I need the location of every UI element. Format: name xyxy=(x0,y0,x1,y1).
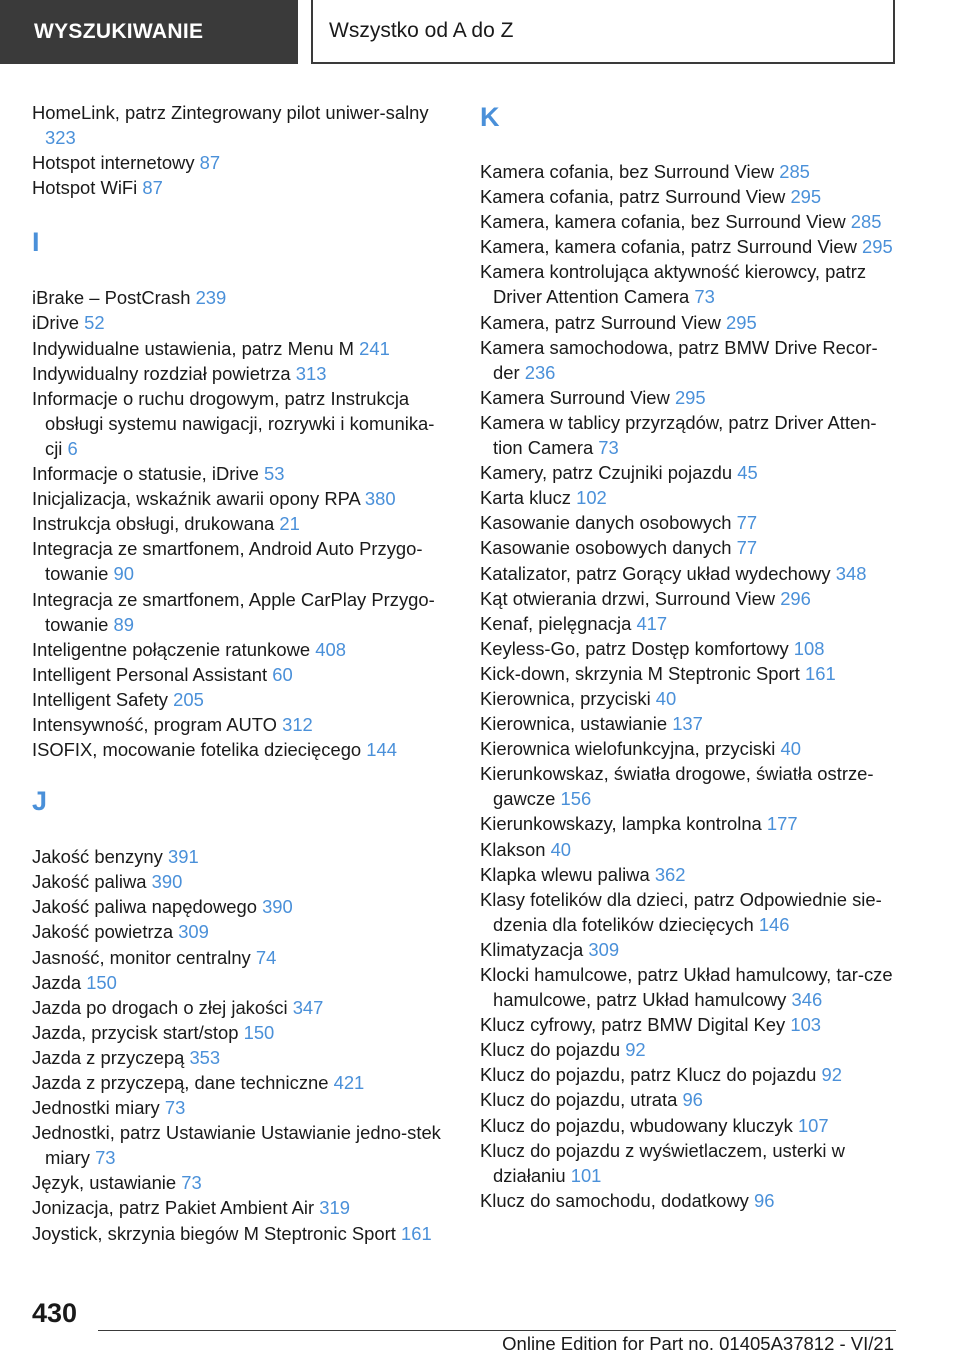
index-entry xyxy=(480,761,900,811)
index-entry xyxy=(480,1062,900,1087)
page-reference-link[interactable]: 295 xyxy=(861,236,893,258)
page-reference-link[interactable]: 353 xyxy=(189,1046,221,1068)
index-entry xyxy=(32,1020,450,1045)
index-entry xyxy=(32,1221,450,1246)
index-entry xyxy=(32,995,450,1020)
index-entry xyxy=(32,1095,450,1120)
index-entry xyxy=(480,1037,900,1062)
page-number: 430 xyxy=(32,1298,78,1328)
page-reference-link[interactable]: 40 xyxy=(550,838,572,860)
page-reference-link[interactable]: 236 xyxy=(524,361,556,383)
index-entry xyxy=(480,561,900,586)
chapter-title: Wszystko od A do Z xyxy=(311,0,895,64)
page-reference-link[interactable]: 40 xyxy=(780,738,801,760)
index-entry xyxy=(480,335,900,385)
index-entry-text: Karta klucz xyxy=(480,487,571,509)
index-entry xyxy=(32,687,450,712)
index-entry xyxy=(32,637,450,662)
page-reference-link[interactable]: 52 xyxy=(84,312,105,334)
index-entry xyxy=(480,385,900,410)
page-reference-link[interactable]: 21 xyxy=(279,513,300,535)
footer-divider xyxy=(98,1330,896,1331)
index-entry xyxy=(480,1012,900,1037)
index-entry-text: ISOFIX, mocowanie fotelika dziecięcego xyxy=(32,739,362,761)
page-reference-link[interactable]: 295 xyxy=(674,386,706,408)
index-entry xyxy=(32,536,450,586)
index-entry-text: Jazda xyxy=(32,971,82,993)
index-entry-text: Informacje o ruchu drogowym, patrz Instrukcja obsługi systemu nawigacji, rozrywki i komunika‐cji xyxy=(32,387,435,459)
index-entry-text: Język, ustawianie xyxy=(32,1172,177,1194)
page-reference-link[interactable]: 312 xyxy=(282,713,313,735)
page-reference-link[interactable]: 319 xyxy=(319,1197,350,1219)
index-entry xyxy=(480,711,900,736)
index-entry xyxy=(480,1138,900,1188)
page-reference-link[interactable]: 53 xyxy=(264,463,285,485)
index-entry xyxy=(480,535,900,560)
index-entry xyxy=(480,962,900,1012)
index-entry-text: Jonizacja, patrz Pakiet Ambient Air xyxy=(32,1197,315,1219)
index-entry-text: Kamera w tablicy przyrządów, patrz Driver Atten‐tion Camera xyxy=(480,411,877,459)
index-entry xyxy=(32,100,450,150)
page-reference-link[interactable]: 156 xyxy=(560,788,592,810)
index-entry-text: Klapka wlewu paliwa xyxy=(480,863,650,885)
index-entry xyxy=(480,686,900,711)
page-reference-link[interactable]: 73 xyxy=(95,1147,116,1169)
index-entry xyxy=(32,844,450,869)
index-letter-heading: J xyxy=(32,786,48,817)
index-entry-text: Klimatyzacja xyxy=(480,938,584,960)
page-reference-link[interactable]: 77 xyxy=(736,512,758,534)
index-entry xyxy=(32,310,450,335)
index-entry-text: Kasowanie danych osobowych xyxy=(480,512,732,534)
index-entry-text: Kasowanie osobowych danych xyxy=(480,537,732,559)
index-entry-text: Jednostki miary xyxy=(32,1097,160,1119)
page-reference-link[interactable]: 313 xyxy=(295,362,327,384)
page-reference-link[interactable]: 40 xyxy=(655,687,677,709)
page-reference-link[interactable]: 146 xyxy=(758,913,790,935)
index-entry xyxy=(32,869,450,894)
page-reference-link[interactable]: 285 xyxy=(779,161,810,182)
index-entry-text: Klucz do pojazdu xyxy=(480,1039,621,1061)
index-letter-heading: K xyxy=(480,102,500,132)
page-reference-link[interactable]: 102 xyxy=(576,487,607,509)
index-entry-text: Kierownica, przyciski xyxy=(480,687,651,709)
index-entry xyxy=(32,1195,450,1220)
index-entry xyxy=(480,837,900,862)
page-reference-link[interactable]: 87 xyxy=(199,152,221,174)
index-entry xyxy=(32,919,450,944)
index-entry-text: Jakość benzyny xyxy=(32,846,163,868)
index-entry xyxy=(480,937,900,962)
index-entry xyxy=(32,587,450,637)
page-reference-link[interactable]: 92 xyxy=(821,1064,842,1086)
index-entry xyxy=(32,970,450,995)
page-reference-link[interactable]: 421 xyxy=(333,1072,365,1093)
index-entry-text: Indywidualne ustawienia, patrz Menu M xyxy=(32,337,355,359)
page-reference-link[interactable]: 108 xyxy=(793,637,825,659)
page-reference-link[interactable]: 417 xyxy=(636,612,668,634)
index-entry xyxy=(480,887,900,937)
index-entry xyxy=(480,460,900,485)
index-entry-text: iBrake – PostCrash xyxy=(32,287,191,309)
index-entry xyxy=(480,510,900,535)
page-reference-link[interactable]: 408 xyxy=(315,638,346,660)
index-entry xyxy=(480,1087,900,1112)
index-entry-text: Kierownica, ustawianie xyxy=(480,713,668,735)
page-reference-link[interactable]: 101 xyxy=(570,1164,602,1186)
page-reference-link[interactable]: 177 xyxy=(766,813,798,835)
index-entry xyxy=(480,1113,900,1138)
index-entry-text: Keyless-Go, patrz Dostęp komfortowy xyxy=(480,637,789,659)
index-entry-text: iDrive xyxy=(32,312,80,334)
index-entry xyxy=(32,1045,450,1070)
page-reference-link[interactable]: 347 xyxy=(292,996,324,1018)
index-entry xyxy=(32,386,450,461)
page-reference-link[interactable]: 390 xyxy=(151,871,183,893)
page-reference-link[interactable]: 150 xyxy=(86,971,117,993)
index-entry-text: Kamera cofania, bez Surround View xyxy=(480,161,775,182)
page-reference-link[interactable]: 380 xyxy=(364,488,396,510)
index-entry xyxy=(32,662,450,687)
index-entry-text: Jasność, monitor centralny xyxy=(32,946,251,968)
index-entry-text: Kierunkowskaz, światła drogowe, światła ostrze‐gawcze xyxy=(480,763,874,810)
page-reference-link[interactable]: 89 xyxy=(113,613,134,635)
index-entry xyxy=(32,712,450,737)
index-entry-text: Joystick, skrzynia biegów M Steptronic Sport xyxy=(32,1222,396,1244)
index-entry xyxy=(480,636,900,661)
page-reference-link[interactable]: 92 xyxy=(625,1039,646,1061)
index-entry xyxy=(32,150,450,175)
index-entry xyxy=(32,361,450,386)
page-reference-link[interactable]: 239 xyxy=(195,287,227,309)
index-entry xyxy=(32,461,450,486)
index-entry-text: Jakość powietrza xyxy=(32,921,174,943)
page-reference-link[interactable]: 391 xyxy=(167,846,199,868)
index-entry-text: Katalizator, patrz Gorący układ wydechowy xyxy=(480,562,831,584)
index-entry-text: Kamera, kamera cofania, patrz Surround View xyxy=(480,236,857,258)
index-entry xyxy=(480,485,900,510)
index-entry xyxy=(480,184,900,209)
index-entry xyxy=(32,285,450,310)
index-entry xyxy=(32,336,450,361)
index-entry-text: Jakość paliwa xyxy=(32,871,147,893)
index-entry-text: Klucz do pojazdu, utrata xyxy=(480,1089,678,1111)
index-entry-text: Jazda z przyczepą, dane techniczne xyxy=(32,1072,329,1093)
index-entry xyxy=(480,259,900,309)
index-entry-text: Klucz do pojazdu z wyświetlaczem, usterki w działaniu xyxy=(480,1139,845,1186)
index-column-left xyxy=(32,100,450,1246)
page-reference-link[interactable]: 285 xyxy=(850,211,882,233)
index-entry-text: Intelligent Safety xyxy=(32,688,168,710)
page-reference-link[interactable]: 45 xyxy=(737,462,758,484)
index-entry xyxy=(32,1170,450,1195)
index-entry-text: Klucz do pojazdu, wbudowany kluczyk xyxy=(480,1114,793,1136)
page-reference-link[interactable]: 323 xyxy=(45,127,76,149)
page-reference-link[interactable]: 144 xyxy=(366,739,397,761)
index-entry-text: Klucz do samochodu, dodatkowy xyxy=(480,1189,749,1211)
index-entry-text: Kierunkowskazy, lampka kontrolna xyxy=(480,813,762,835)
index-entry xyxy=(480,862,900,887)
index-entry-text: Inteligentne połączenie ratunkowe xyxy=(32,638,311,660)
index-entry-text: Kamera kontrolująca aktywność kierowcy, patrz Driver Attention Camera xyxy=(480,261,867,308)
index-entry xyxy=(480,1188,900,1213)
index-column-right xyxy=(480,100,900,1213)
index-entry-text: Klakson xyxy=(480,838,546,860)
index-entry-text: Intelligent Personal Assistant xyxy=(32,663,268,685)
index-entry xyxy=(480,611,900,636)
index-entry xyxy=(32,1070,450,1095)
page-reference-link[interactable]: 205 xyxy=(173,688,204,710)
index-entry xyxy=(480,234,900,259)
index-entry-text: Klucz do pojazdu, patrz Klucz do pojazdu xyxy=(480,1064,817,1086)
page-reference-link[interactable]: 107 xyxy=(797,1114,829,1136)
page-reference-link[interactable]: 60 xyxy=(272,663,293,685)
edition-footer: Online Edition for Part no. 01405A37812 - VI/21 xyxy=(502,1333,894,1354)
page-reference-link[interactable]: 73 xyxy=(694,286,715,308)
index-entry xyxy=(32,1120,450,1170)
index-entry-text: Jazda, przycisk start/stop xyxy=(32,1021,239,1043)
page-reference-link[interactable]: 161 xyxy=(805,662,836,684)
index-entry xyxy=(32,511,450,536)
index-entry-text: Kierownica wielofunkcyjna, przyciski xyxy=(480,738,776,760)
index-entry xyxy=(32,486,450,511)
page-reference-link[interactable]: 295 xyxy=(790,186,822,208)
index-entry-text: Kick-down, skrzynia M Steptronic Sport xyxy=(480,662,800,684)
page-reference-link[interactable]: 74 xyxy=(255,946,277,968)
index-entry-text: Kamera cofania, patrz Surround View xyxy=(480,186,786,208)
index-entry-text: Intensywność, program AUTO xyxy=(32,713,277,735)
page-reference-link[interactable]: 161 xyxy=(401,1222,432,1244)
page-reference-link[interactable]: 309 xyxy=(588,938,620,960)
index-entry xyxy=(32,945,450,970)
page-reference-link[interactable]: 6 xyxy=(67,437,78,459)
index-entry-text: Klucz cyfrowy, patrz BMW Digital Key xyxy=(480,1014,786,1036)
page-reference-link[interactable]: 87 xyxy=(142,177,163,199)
page-reference-link[interactable]: 295 xyxy=(726,311,757,333)
index-entry xyxy=(480,410,900,460)
index-entry xyxy=(480,736,900,761)
index-entry-text: Kenaf, pielęgnacja xyxy=(480,612,632,634)
index-entry-text: Integracja ze smartfonem, Android Auto Przygo‐towanie xyxy=(32,538,423,585)
page-reference-link[interactable]: 96 xyxy=(754,1189,775,1211)
index-entry-text: Klasy fotelików dla dzieci, patrz Odpowiednie sie‐dzenia dla fotelików dziecięcych xyxy=(480,888,882,935)
index-entry-text: Jednostki, patrz Ustawianie Ustawianie jedno‐stek miary xyxy=(32,1122,441,1169)
index-entry-text: Integracja ze smartfonem, Apple CarPlay Przygo‐towanie xyxy=(32,588,435,635)
page-reference-link[interactable]: 296 xyxy=(780,587,811,609)
section-tab[interactable]: WYSZUKIWANIE xyxy=(0,0,298,64)
index-entry xyxy=(480,159,900,184)
index-entry-text: HomeLink, patrz Zintegrowany pilot uniwer‐salny xyxy=(32,102,429,123)
index-entry-text: Kamera, patrz Surround View xyxy=(480,311,721,333)
index-entry-text: Inicjalizacja, wskaźnik awarii opony RPA xyxy=(32,488,360,510)
index-entry-text: Kamery, patrz Czujniki pojazdu xyxy=(480,462,733,484)
index-letter-heading: I xyxy=(32,227,40,258)
index-entry xyxy=(480,310,900,335)
index-entry xyxy=(32,175,450,200)
page-reference-link[interactable]: 90 xyxy=(113,563,134,585)
page-header xyxy=(0,0,960,66)
index-entry-text: Hotspot internetowy xyxy=(32,152,195,174)
index-entry-text: Kamera, kamera cofania, bez Surround View xyxy=(480,211,846,233)
page-reference-link[interactable]: 103 xyxy=(790,1014,822,1036)
index-entry-text: Hotspot WiFi xyxy=(32,177,138,199)
index-entry-text: Kamera Surround View xyxy=(480,386,670,408)
page-reference-link[interactable]: 348 xyxy=(835,562,867,584)
page-reference-link[interactable]: 346 xyxy=(791,989,823,1011)
index-entry xyxy=(480,661,900,686)
page-reference-link[interactable]: 390 xyxy=(262,896,293,918)
page-reference-link[interactable]: 73 xyxy=(181,1172,202,1194)
index-entry-text: Jazda po drogach o złej jakości xyxy=(32,996,288,1018)
page-reference-link[interactable]: 137 xyxy=(672,713,703,735)
page-reference-link[interactable]: 77 xyxy=(736,537,758,559)
index-entry-text: Instrukcja obsługi, drukowana xyxy=(32,513,275,535)
page-reference-link[interactable]: 96 xyxy=(682,1089,703,1111)
page-reference-link[interactable]: 73 xyxy=(598,437,619,459)
index-entry-text: Indywidualny rozdział powietrza xyxy=(32,362,291,384)
index-entry-text: Jazda z przyczepą xyxy=(32,1046,185,1068)
index-entry xyxy=(480,209,900,234)
index-entry xyxy=(32,737,450,762)
index-entry-text: Informacje o statusie, iDrive xyxy=(32,463,259,485)
index-entry-text: Klocki hamulcowe, patrz Układ hamulcowy, tar‐cze hamulcowe, patrz Układ hamulcowy xyxy=(480,964,893,1011)
index-entry xyxy=(32,894,450,919)
index-entry-text: Kąt otwierania drzwi, Surround View xyxy=(480,587,776,609)
page-reference-link[interactable]: 309 xyxy=(178,921,209,943)
index-entry-text: Jakość paliwa napędowego xyxy=(32,896,257,918)
index-entry-text: Kamera samochodowa, patrz BMW Drive Recor‐der xyxy=(480,336,878,383)
index-entry xyxy=(480,811,900,836)
index-entry xyxy=(480,586,900,611)
page-reference-link[interactable]: 73 xyxy=(164,1097,186,1119)
page-reference-link[interactable]: 150 xyxy=(243,1021,275,1043)
page-reference-link[interactable]: 241 xyxy=(359,337,390,359)
page-reference-link[interactable]: 362 xyxy=(654,863,686,885)
